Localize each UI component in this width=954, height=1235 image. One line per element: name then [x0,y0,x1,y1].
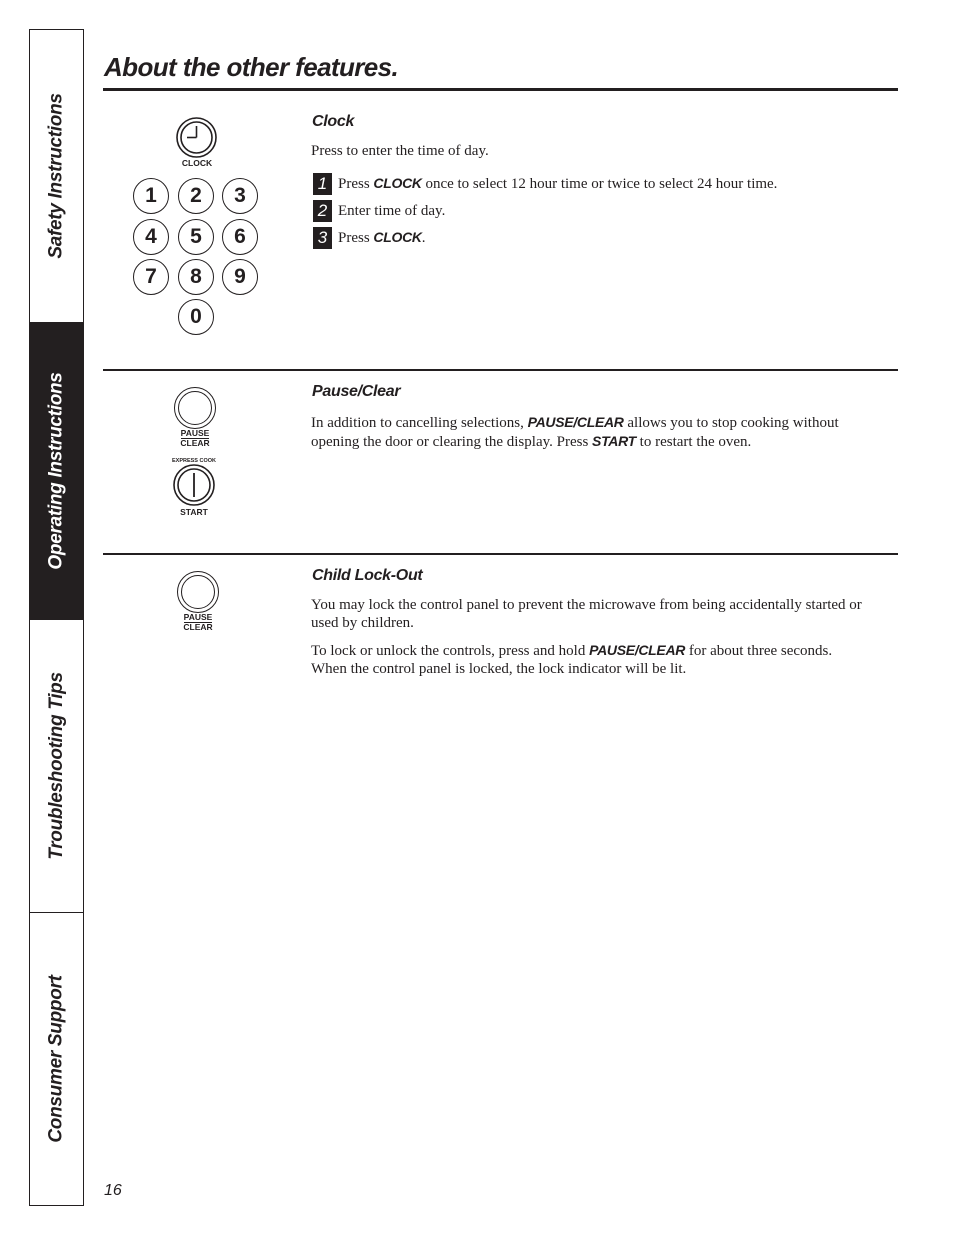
pause-clear-button-icon [174,387,216,429]
tab-label: Troubleshooting Tips [45,672,67,860]
child-lock-title: Child Lock-Out [312,567,423,584]
section-divider [103,369,898,371]
title-rule [103,88,898,91]
clock-title: Clock [312,113,355,130]
key-5: 5 [178,219,214,255]
section-divider [103,553,898,555]
step-text: Enter time of day. [338,202,446,219]
key-6: 6 [222,219,258,255]
clock-button-caption: CLOCK [181,158,213,168]
side-tabs [29,29,84,1206]
tab-troubleshooting-tips[interactable] [30,620,83,913]
pause-clear-button-icon [177,571,219,613]
child-lock-para-2: To lock or unlock the controls, press and hold PAUSE/CLEAR for about three seconds. When the control panel is locked, the lock indicator will be lit. [311,642,833,677]
tab-operating-instructions[interactable] [30,323,83,620]
clock-step-3 [313,227,425,249]
tab-consumer-support[interactable] [30,913,83,1205]
step-text: Press CLOCK once to select 12 hour time or twice to select 24 hour time. [338,175,778,192]
clock-button-icon [176,117,217,158]
key-7: 7 [133,259,169,295]
key-3: 3 [222,178,258,214]
start-button-icon [173,464,215,506]
step-text: Press CLOCK. [338,229,426,246]
start-keyword: START [592,433,636,449]
pause-clear-keyword: PAUSE/CLEAR [589,642,686,658]
step-number: 3 [313,227,332,249]
clock-step-1 [313,173,777,195]
tab-label: Consumer Support [45,975,67,1143]
child-lock-para-1: You may lock the control panel to prevent the microwave from being accidentally started or used by children. [311,597,862,631]
key-9: 9 [222,259,258,295]
start-caption: START [180,507,208,517]
page-title: About the other features. [104,52,399,82]
key-8: 8 [178,259,214,295]
step-number: 1 [313,173,332,195]
key-0: 0 [178,299,214,335]
pause-clear-text: In addition to cancelling selections, PAUSE/CLEAR allows you to stop cooking without opening the door or clearing the display. Press START to restart the oven. [311,414,839,450]
tab-safety-instructions[interactable] [30,30,83,323]
clock-keyword: CLOCK [373,175,422,191]
clock-intro: Press to enter the time of day. [311,143,489,159]
clock-keyword: CLOCK [373,229,422,245]
page-number: 16 [104,1182,122,1199]
step-number: 2 [313,200,332,222]
pause-clear-keyword: PAUSE/CLEAR [527,414,624,430]
express-cook-caption: EXPRESS COOK [171,458,216,464]
key-4: 4 [133,219,169,255]
clock-step-2 [313,200,445,222]
pause-clear-caption: PAUSE CLEAR [183,612,213,632]
tab-label: Operating Instructions [45,372,67,570]
pause-clear-caption: PAUSE CLEAR [180,428,210,448]
key-1: 1 [133,178,169,214]
tab-label: Safety Instructions [45,93,67,259]
key-2: 2 [178,178,214,214]
pause-clear-title: Pause/Clear [312,383,401,400]
